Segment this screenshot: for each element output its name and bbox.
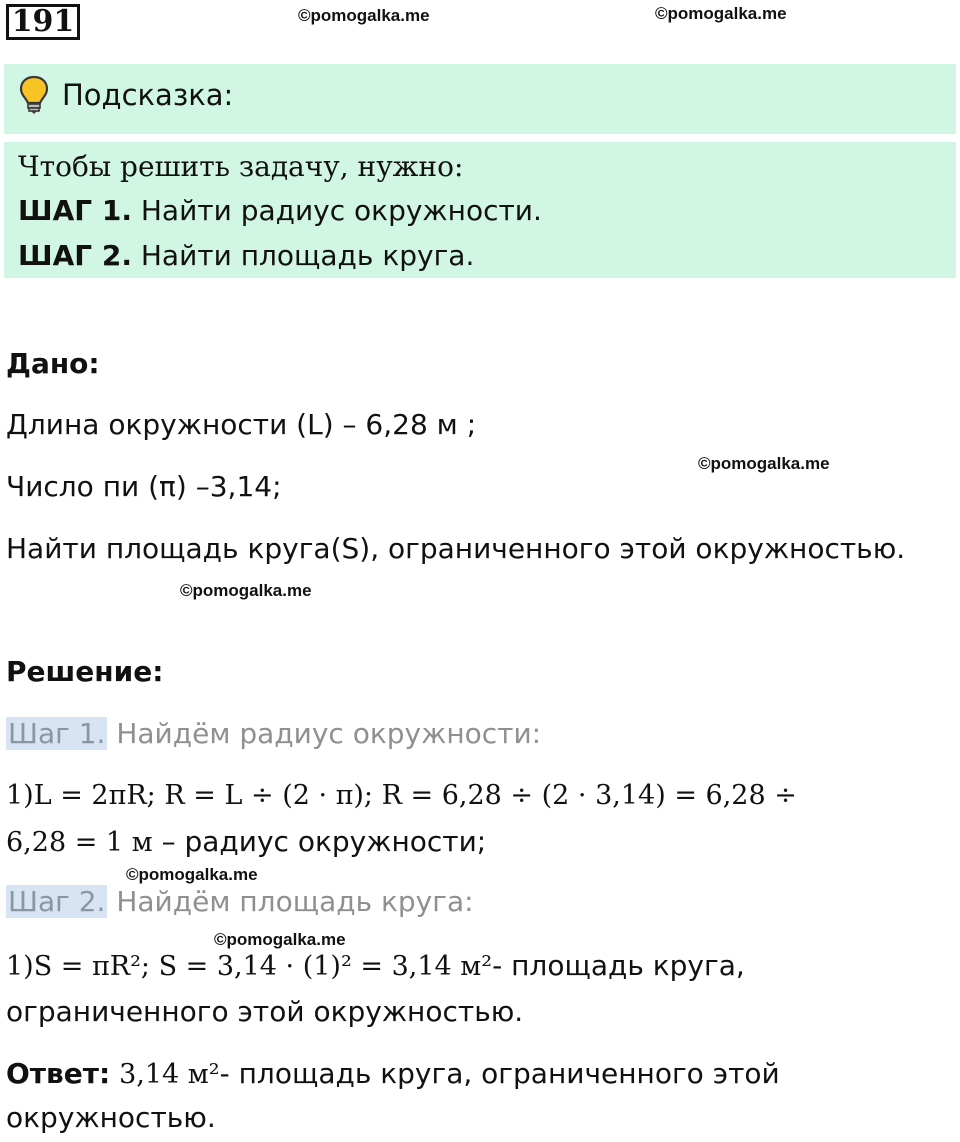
solution-step-1 bbox=[6, 714, 541, 754]
solution-step-2 bbox=[6, 882, 474, 922]
given-line-1: Длина окружности (L) – 6,28 м ; bbox=[6, 408, 477, 441]
step-2-caption: ограниченного этой окружностью. bbox=[6, 995, 524, 1028]
formula-caption: - площадь круга, bbox=[492, 949, 745, 982]
answer-value: 3,14 м² bbox=[119, 1059, 220, 1090]
answer bbox=[6, 1054, 780, 1095]
given-line-3: Найти площадь круга(S), ограниченного этой окружностью. bbox=[6, 532, 906, 565]
step-text: Найдём площадь круга: bbox=[116, 885, 474, 918]
given-heading: Дано: bbox=[6, 347, 100, 380]
hint-step-label: ШАГ 2. bbox=[18, 239, 132, 272]
watermark: ©pomogalka.me bbox=[298, 6, 430, 25]
watermark: ©pomogalka.me bbox=[655, 4, 787, 23]
hint-step-1 bbox=[18, 191, 542, 231]
step-1-formula-continued bbox=[6, 822, 486, 863]
formula-result: 6,28 = 1 м bbox=[6, 827, 153, 858]
given-line-2: Число пи (π) –3,14; bbox=[6, 470, 282, 503]
watermark: ©pomogalka.me bbox=[698, 454, 830, 473]
answer-continued: окружностью. bbox=[6, 1101, 216, 1134]
problem-number: 191 bbox=[6, 4, 80, 40]
formula: 1)S = πR²; S = 3,14 · (1)² = 3,14 м² bbox=[6, 951, 493, 982]
step-text: Найдём радиус окружности: bbox=[116, 717, 542, 750]
step-label: Шаг 2. bbox=[8, 885, 106, 918]
hint-step-2 bbox=[18, 236, 474, 276]
formula-caption: – радиус окружности; bbox=[161, 825, 487, 858]
answer-text: - площадь круга, ограниченного этой bbox=[219, 1057, 780, 1090]
watermark: ©pomogalka.me bbox=[214, 930, 346, 949]
answer-label: Ответ: bbox=[6, 1057, 111, 1090]
hint-step-label: ШАГ 1. bbox=[18, 194, 132, 227]
step-2-formula bbox=[6, 946, 745, 987]
step-1-formula: 1)L = 2πR; R = L ÷ (2 · π); R = 6,28 ÷ (2 · 3,14) = 6,28 ÷ bbox=[6, 780, 797, 811]
solution-heading: Решение: bbox=[6, 655, 164, 688]
hint-step-text: Найти радиус окружности. bbox=[140, 194, 542, 227]
hint-title: Подсказка: bbox=[62, 78, 234, 112]
hint-step-text: Найти площадь круга. bbox=[140, 239, 475, 272]
hint-intro: Чтобы решить задачу, нужно: bbox=[18, 150, 464, 183]
watermark: ©pomogalka.me bbox=[126, 865, 258, 884]
watermark: ©pomogalka.me bbox=[180, 581, 312, 600]
lightbulb-icon bbox=[18, 75, 50, 115]
step-label: Шаг 1. bbox=[8, 717, 106, 750]
